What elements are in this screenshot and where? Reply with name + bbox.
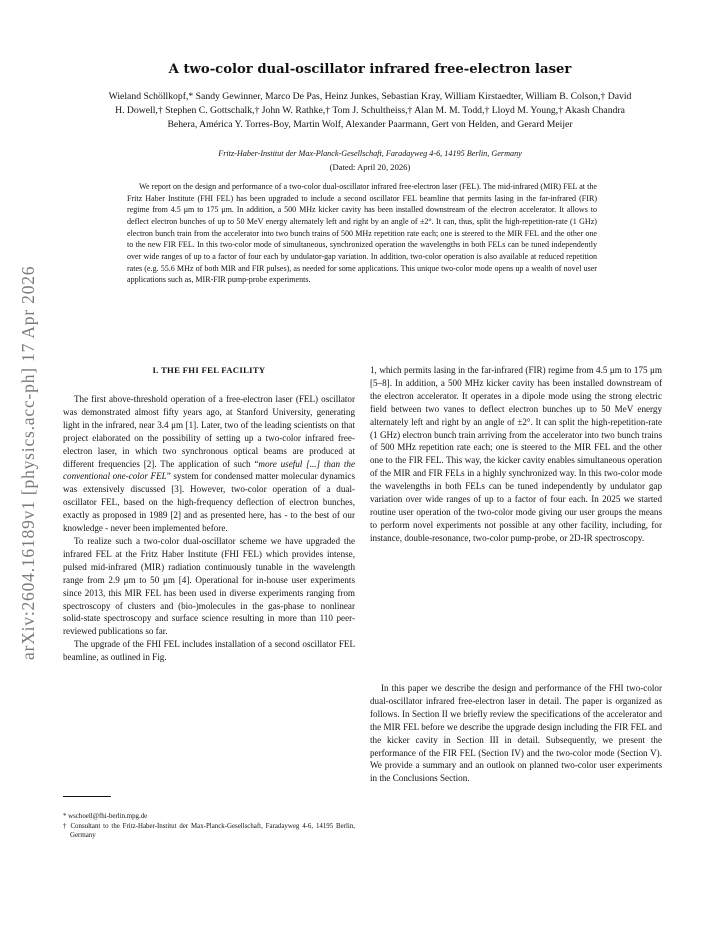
footnote-consultant: † Consultant to the Fritz-Haber-Institut der Max-Planck-Gesellschaft, Faradayweg 4-6, 14195 Berlin, Germany xyxy=(63,822,355,840)
section-heading: I. THE FHI FEL FACILITY xyxy=(152,365,266,375)
affiliation: Fritz-Haber-Institut der Max-Planck-Gesellschaft, Faradayweg 4-6, 14195 Berlin, Germany xyxy=(218,149,522,158)
paper-outline-paragraph: In this paper we describe the design and performance of the FHI two-color dual-oscillator infrared free-electron laser in detail. The paper is organized as follows. In Section II we briefly review the specifications of the accelerator and the MIR FEL before we describe the upgrade design including the FIR FEL and the kicker cavity in Section III in detail. Subsequently, we present the performance of the FIR FEL (Section IV) and the two-color mode (Section V). We provide a summary and an outlook on planned two-color user experiments in the Conclusions Section. xyxy=(370,683,662,784)
left-column xyxy=(63,393,355,664)
author-list: Wieland Schöllkopf,* Sandy Gewinner, Marco De Pas, Heinz Junkes, Sebastian Kray, William Kirstaedter, William B. Colson,† David H. Dowell,† Stephen C. Gottschalk,† John W. Rathke,† Tom J. Schultheiss,† Alan M. M. Todd,† Lloyd M. Young,† Akash Chandra Behera, América Y. Torres-Boy, Martin Wolf, Alexander Paarmann, Gert von Helden, and Gerard Meijer xyxy=(108,91,632,131)
paper-title: A two-color dual-oscillator infrared free-electron laser xyxy=(168,62,572,77)
arxiv-identifier-stamp: arXiv:2604.16189v1 [physics.acc-ph] 17 Apr 2026 xyxy=(18,265,38,660)
paragraph-text: The first above-threshold operation of a free-electron laser (FEL) oscillator was demonstrated almost fifty years ago, at Stanford University, generating light in the infrared, near 3.4 μm [1]. Later, two of the leading scientists on that project elaborated on the possibility of setting up a two-color infrared free-electron laser, in which two synchronous optical beams are produced at different frequencies [2]. The application of such “ xyxy=(63,394,355,469)
intro-paragraph-2: To realize such a two-color dual-oscillator scheme we have upgraded the infrared FEL at the Fritz Haber Institute (FHI FEL) which provides intense, pulsed mid-infrared (MIR) radiation continuously tunable in the wavelength range from 2.9 μm to 50 μm [4]. Operational for in-house user experiments since 2013, this MIR FEL has been used in diverse experiments ranging from spectroscopy of clusters and (bio-)molecules in the gas-phase to nonlinear solid-state spectroscopy and surface science resulting in more than 110 peer-reviewed publications so far. xyxy=(63,535,355,637)
footnote-email: * wschoell@fhi-berlin.mpg.de xyxy=(63,813,148,820)
footnotes xyxy=(63,812,355,841)
intro-paragraph-continued: 1, which permits lasing in the far-infrared (FIR) regime from 4.5 μm to 175 μm [5–8]. In addition, a 500 MHz kicker cavity has been installed downstream of the electron accelerator. It operates in a dipole mode using the strong electric field between two vanes to deflect electron bunches up to 50 MeV energy alternately left and right by an angle of ±2°. It can split the high-repetition-rate (1 GHz) electron bunch train arriving from the accelerator into two bunch trains of 500 MHz repetition rate each; one is steered to the MIR FEL and the other one to the FIR FEL. This way, the kicker cavity enables simultaneous operation of the MIR and FIR FELs in a highly synchronized way. In this two-color mode the wavelengths in both FELs can be tuned independently by undulator gap variation over wide ranges of up to a factor of four each. In 2025 we started routine user operation of the two-color mode giving our user groups the means to perform novel experiments not possible at any other facility, including, for instance, double-resonance, two-color pump-probe, or 2D-IR spectroscopy. xyxy=(370,365,662,543)
intro-paragraph-3: The upgrade of the FHI FEL includes installation of a second oscillator FEL beamline, as outlined in Fig. xyxy=(63,639,355,663)
intro-paragraph-1 xyxy=(63,393,355,535)
paragraph-text: ” system for condensed matter molecular dynamics was extensively discussed [3]. However, two-color operation of a dual-oscillator FEL, based on the high-frequency deflection of electron bunches, exactly as proposed in 1989 [2] and as presented here, has - to the best of our knowledge - never been implemented before. xyxy=(63,471,355,534)
abstract: We report on the design and performance of a two-color dual-oscillator infrared free-electron laser (FEL). The mid-infrared (MIR) FEL at the Fritz Haber Institute (FHI FEL) has been upgraded to include a second oscillator FEL beamline that permits lasing in the far-infrared (FIR) regime from 4.5 μm to 175 μm. In addition, a 500 MHz kicker cavity has been installed downstream of the electron accelerator. It allows to deflect electron bunches of up to 50 MeV energy alternately left and right by an angle of ±2°. It can, thus, split the high-repetition-rate (1 GHz) electron bunch train from the accelerator into two bunch trains of 500 MHz repetition rate each; one is steered to the MIR FEL and the other one to the new FIR FEL. In this two-color mode of simultaneous, synchronized operation the wavelengths in both FELs can be tuned independently over wide ranges of up to a factor of four each by undulator-gap variation. In addition, two-color operation is also available at reduced repetition rates (e.g. 55.6 MHz of both MIR and FIR pulses), as needed for some applications. This unique two-color mode opens up a wealth of novel user applications such as, MIR-FIR pump-probe experiments. xyxy=(127,182,597,285)
right-column-top xyxy=(370,364,662,545)
right-column-bottom xyxy=(370,682,662,785)
quoted-phrase: more useful [...] than the conventional one-color FEL xyxy=(63,458,356,482)
footnote-divider xyxy=(63,796,111,797)
date-line: (Dated: April 20, 2026) xyxy=(329,162,411,172)
